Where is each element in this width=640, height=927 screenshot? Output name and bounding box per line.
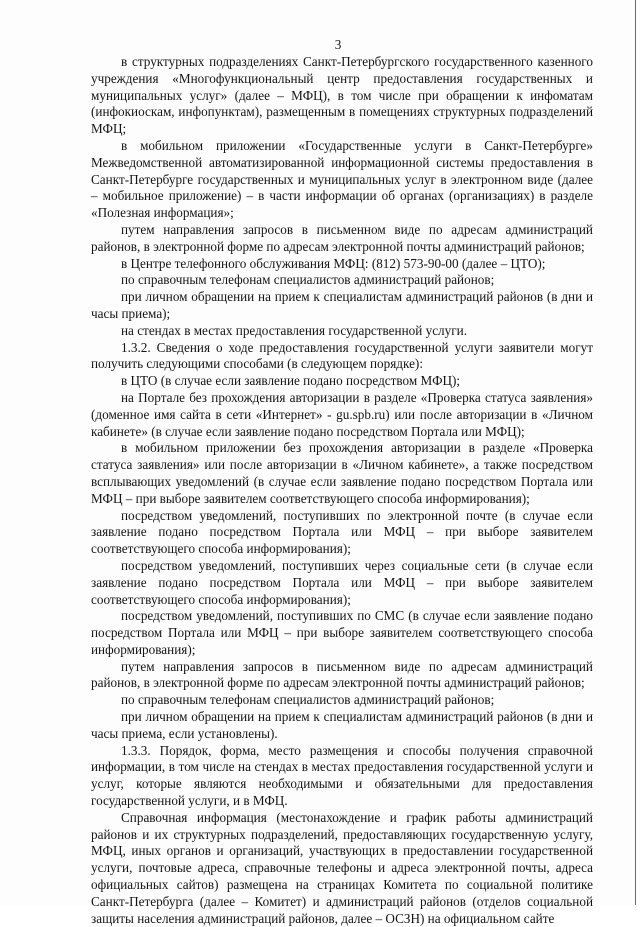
paragraph-status-sms: посредством уведомлений, поступивших по СМС (в случае если заявление подано посредством Портала или МФЦ – при выборе заявителем соответствующего способа информирования); xyxy=(91,608,593,657)
paragraph-personal-visit: при личном обращении на прием к специалистам администраций районов (в дни и часы приема); xyxy=(91,289,593,321)
paragraph-status-social: посредством уведомлений, поступивших через социальные сети (в случае если заявление подано посредством Портала или МФЦ – при выборе заявителем соответствующего способа информирования); xyxy=(91,557,593,607)
page-edge xyxy=(635,0,636,905)
paragraph-section-1-3-2: 1.3.2. Сведения о ходе предоставления государственной услуги заявители могут получить следующими способами (в следующем порядке): xyxy=(91,339,593,372)
paragraph-status-reference-phones: по справочным телефонам специалистов администраций районов; xyxy=(121,692,495,708)
paragraph-status-written-requests: путем направления запросов в письменном виде по адресам администраций районов, в электронной форме по адресам электронной почты администраций районов; xyxy=(91,658,593,691)
paragraph-call-center: в Центре телефонного обслуживания МФЦ: (812) 573-90-00 (далее – ЦТО); xyxy=(121,255,546,271)
paragraph-section-1-3-3: 1.3.3. Порядок, форма, место размещения и способы получения справочной информации, в том числе на стендах в местах предоставления государственной услуги и услуг, которые являются необходимыми и обязательными для предоставления государственной услуги, и в МФЦ. xyxy=(91,742,593,809)
paragraph-status-email: посредством уведомлений, поступивших по электронной почте (в случае если заявление подано посредством Портала или МФЦ – при выборе заявителем соответствующего способа информирования); xyxy=(91,507,593,557)
page-number: 3 xyxy=(334,37,342,52)
paragraph-stands: на стендах в местах предоставления государственной услуги. xyxy=(121,322,467,338)
paragraph-status-mobile-app: в мобильном приложении без прохождения авторизации в разделе «Проверка статуса заявления» или после авторизации в «Личном кабинете», а также посредством всплывающих уведомлений (в случае если заявление подано посредством Портала или МФЦ – при выборе заявителем соответствующего способа информирования); xyxy=(91,440,593,506)
paragraph-reference-phones: по справочным телефонам специалистов администраций районов; xyxy=(121,272,495,288)
paragraph-status-portal: на Портале без прохождения авторизации в разделе «Проверка статуса заявления» (доменное имя сайта в сети «Интернет» - gu.spb.ru) или после авторизации в «Личном кабинете» (в случае если заявление подано посредством Портала или МФЦ); xyxy=(91,389,593,439)
document-body xyxy=(91,54,593,927)
paragraph-mfc-locations: в структурных подразделениях Санкт-Петербургского государственного казенного учреждения «Многофункциональный центр предоставления государственных и муниципальных услуг» (далее – МФЦ), в том числе при обращении к инфоматам (инфокиоскам, инфопунктам), размещенным в помещениях структурных подразделений МФЦ; xyxy=(91,54,593,137)
paragraph-status-personal-visit: при личном обращении на прием к специалистам администраций районов (в дни и часы приема, если установлены). xyxy=(91,709,593,741)
paragraph-written-requests: путем направления запросов в письменном виде по адресам администраций районов, в электронной форме по адресам электронной почты администраций районов; xyxy=(91,221,593,254)
paragraph-reference-info: Справочная информация (местонахождение и график работы администраций районов и их структурных подразделений, предоставляющих государственную услугу, МФЦ, иных органов и организаций, участвующих в предоставлении государственной услуги, почтовые адреса, справочные телефоны и адреса электронной почты, адреса официальных сайтов) размещена на страницах Комитета по социальной политике Санкт-Петербурга (далее – Комитет) и администраций районов (отделов социальной защиты населения администраций районов, далее – ОСЗН) на официальном сайте xyxy=(91,809,593,926)
paragraph-status-cto: в ЦТО (в случае если заявление подано посредством МФЦ); xyxy=(121,373,461,389)
paragraph-mobile-app: в мобильном приложении «Государственные услуги в Санкт-Петербурге» Межведомственной автоматизированной информационной системы предоставления в Санкт-Петербурге государственных и муниципальных услуг в электронном виде (далее – мобильное приложение) – в части информации об органах (организациях) в разделе «Полезная информация»; xyxy=(91,137,593,221)
